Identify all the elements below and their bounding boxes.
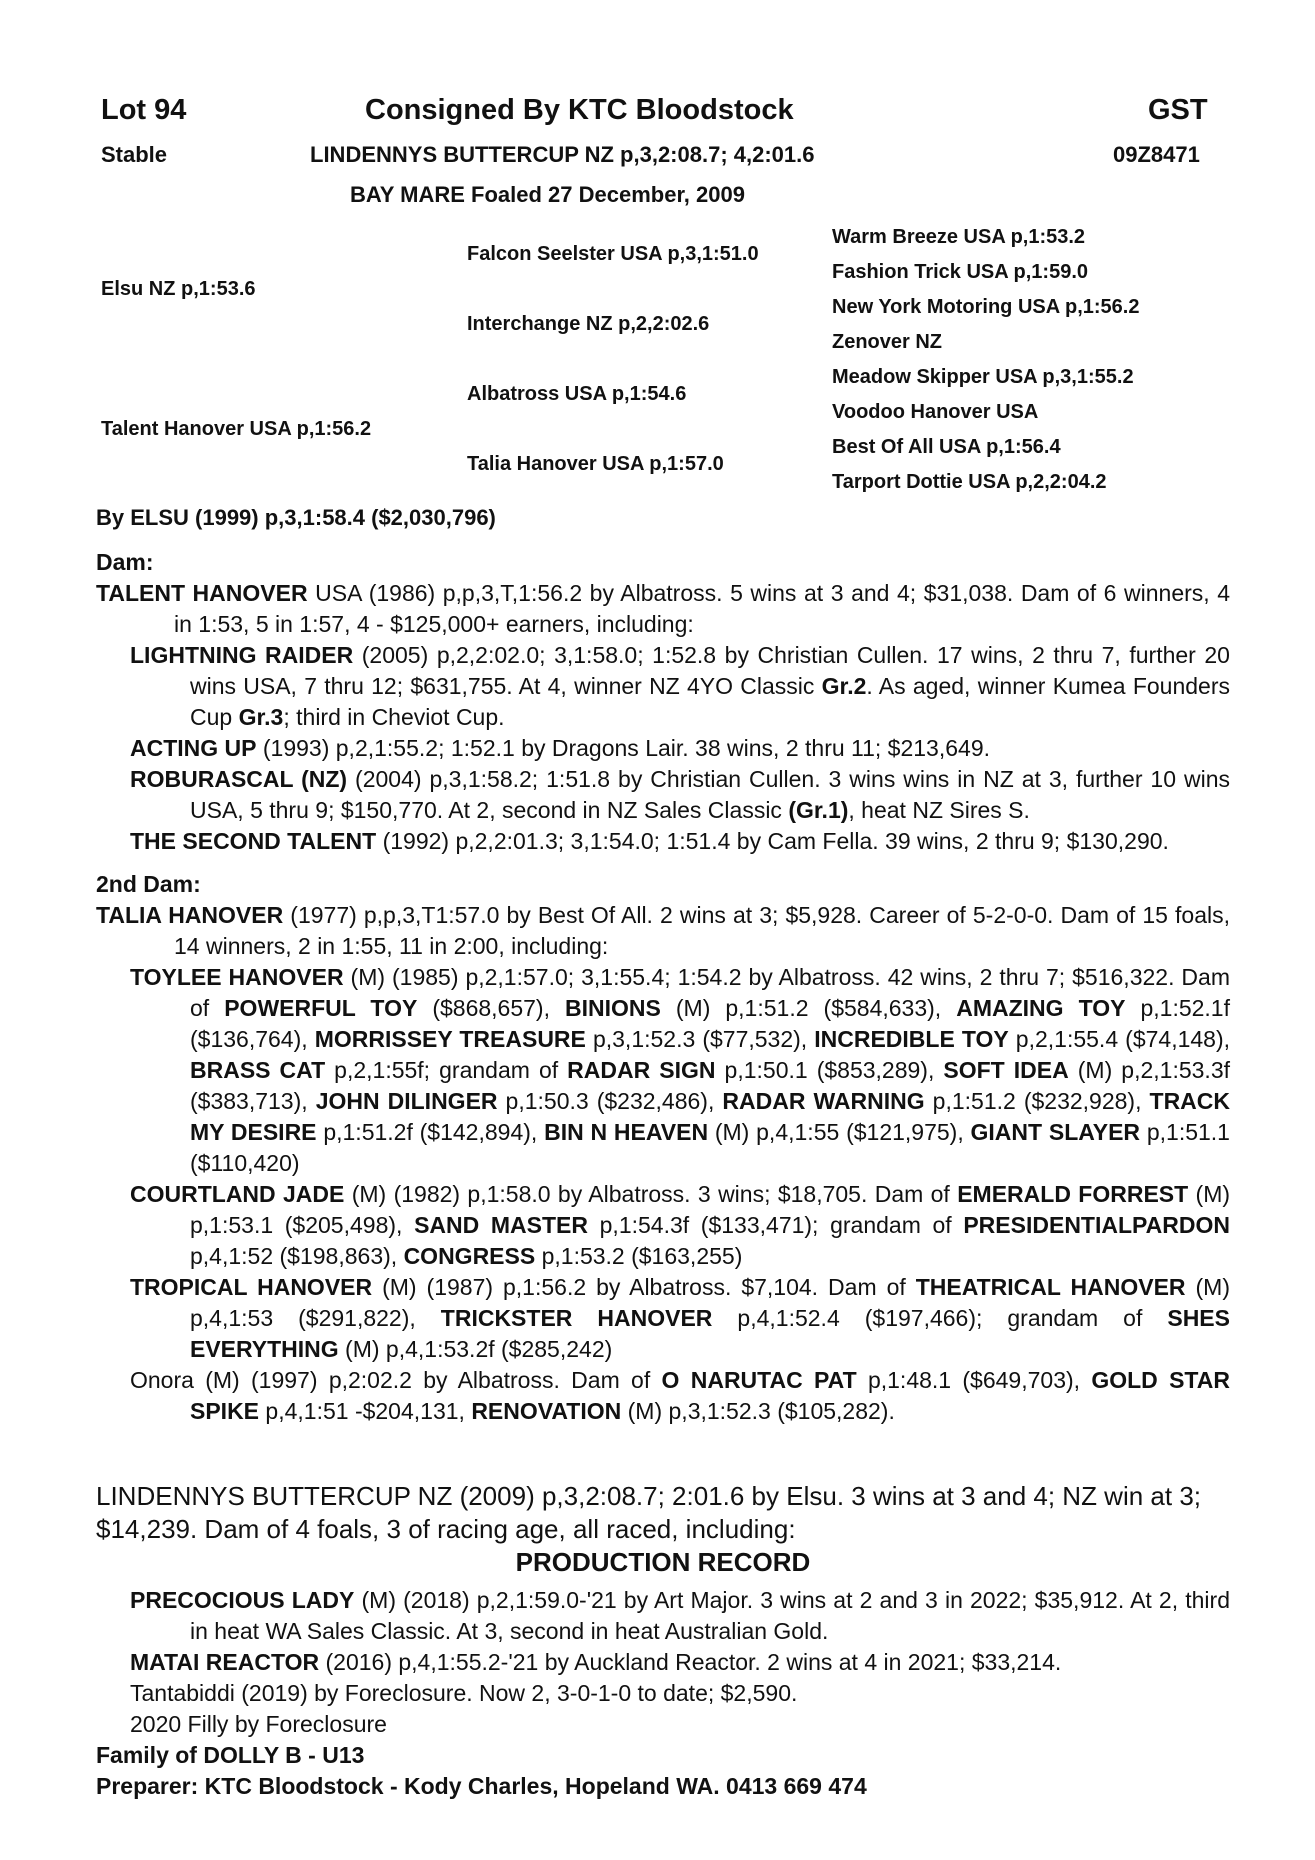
consignor: Consigned By KTC Bloodstock	[365, 94, 794, 126]
pedigree-g2: Talia Hanover USA p,1:57.0	[467, 453, 724, 475]
pedigree-g3: Zenover NZ	[832, 331, 943, 353]
second-dam-entry: TALIA HANOVER (1977) p,p,3,T1:57.0 by Best Of All. 2 wins at 3; $5,928. Career of 5-2-0-0. Dam of 15 foals, 14 winners, 2 in 1:55, 11 in 2:00, including:	[96, 902, 1230, 959]
dam-entry: TALENT HANOVER USA (1986) p,p,3,T,1:56.2 by Albatross. 5 wins at 3 and 4; $31,038. Dam of 6 winners, 4 in 1:53, 5 in 1:57, 4 - $125,000+ earners, including:	[96, 580, 1231, 637]
production-item: PRECOCIOUS LADY (M) (2018) p,2,1:59.0-'21 by Art Major. 3 wins at 2 and 3 in 2022; $35,912. At 2, third in heat WA Sales Classic. At 3, second in heat Australian Gold.	[130, 1587, 1230, 1644]
production-intro: LINDENNYS BUTTERCUP NZ (2009) p,3,2:08.7; 2:01.6 by Elsu. 3 wins at 3 and 4; NZ win at 3; $14,239. Dam of 4 foals, 3 of racing age, all raced, including:	[96, 1481, 1201, 1544]
pedigree-g3: Tarport Dottie USA p,2,2:04.2	[832, 471, 1107, 493]
progeny-entry: Onora (M) (1997) p,2:02.2 by Albatross. Dam of O NARUTAC PAT p,1:48.1 ($649,703), GOLD STAR SPIKE p,4,1:51 -$204,131, RENOVATION (M) p,3,1:52.3 ($105,282).	[130, 1367, 1230, 1424]
pedigree-g3: Meadow Skipper USA p,3,1:55.2	[832, 366, 1134, 388]
production-section	[96, 1480, 1230, 1579]
pedigree-g3: Best Of All USA p,1:56.4	[832, 436, 1061, 458]
pedigree-body	[96, 547, 1230, 1427]
family-line: Family of DOLLY B - U13	[96, 1742, 365, 1768]
second-dam-heading: 2nd Dam:	[96, 871, 201, 897]
sale-code: GST	[1148, 94, 1208, 126]
preparer-line: Preparer: KTC Bloodstock - Kody Charles, Hopeland WA. 0413 669 474	[96, 1773, 867, 1799]
dam-heading: Dam:	[96, 549, 154, 575]
stable-label: Stable	[101, 142, 168, 167]
progeny-entry: ROBURASCAL (NZ) (2004) p,3,1:58.2; 1:51.8 by Christian Cullen. 3 wins wins in NZ at 3, further 10 wins USA, 5 thru 9; $150,770. At 2, second in NZ Sales Classic (Gr.1), heat NZ Sires S.	[130, 766, 1230, 823]
production-item: MATAI REACTOR (2016) p,4,1:55.2-'21 by Auckland Reactor. 2 wins at 4 in 2021; $33,214.	[130, 1649, 1062, 1675]
production-item: 2020 Filly by Foreclosure	[130, 1711, 387, 1737]
production-heading: PRODUCTION RECORD	[515, 1547, 811, 1577]
by-line: By ELSU (1999) p,3,1:58.4 ($2,030,796)	[96, 505, 496, 530]
pedigree-g3: Fashion Trick USA p,1:59.0	[832, 261, 1089, 283]
production-list	[96, 1585, 1230, 1802]
progeny-entry: LIGHTNING RAIDER (2005) p,2,2:02.0; 3,1:58.0; 1:52.8 by Christian Cullen. 17 wins, 2 thru 7, further 20 wins USA, 7 thru 12; $631,755. At 4, winner NZ 4YO Classic Gr.2. As aged, winner Kumea Founders Cup Gr.3; third in Cheviot Cup.	[130, 642, 1230, 730]
pedigree-g2: Albatross USA p,1:54.6	[467, 383, 687, 405]
progeny-entry: ACTING UP (1993) p,2,1:55.2; 1:52.1 by Dragons Lair. 38 wins, 2 thru 11; $213,649.	[130, 735, 991, 761]
pedigree-sire: Elsu NZ p,1:53.6	[101, 278, 256, 300]
production-item: Tantabiddi (2019) by Foreclosure. Now 2, 3-0-1-0 to date; $2,590.	[130, 1680, 798, 1706]
pedigree-g3: Warm Breeze USA p,1:53.2	[832, 226, 1086, 248]
progeny-entry: TOYLEE HANOVER (M) (1985) p,2,1:57.0; 3,1:55.4; 1:54.2 by Albatross. 42 wins, 2 thru 7; $516,322. Dam of POWERFUL TOY ($868,657), BINIONS (M) p,1:51.2 ($584,633), AMAZING TOY p,1:52.1f ($136,764), MORRISSEY TREASURE p,3,1:52.3 ($77,532), INCREDIBLE TOY p,2,1:55.4 ($74,148), BRASS CAT p,2,1:55f; grandam of RADAR SIGN p,1:50.1 ($853,289), SOFT IDEA (M) p,2,1:53.3f ($383,713), JOHN DILINGER p,1:50.3 ($232,486), RADAR WARNING p,1:51.2 ($232,928), TRACK MY DESIRE p,1:51.2f ($142,894), BIN N HEAVEN (M) p,4,1:55 ($121,975), GIANT SLAYER p,1:51.1 ($110,420)	[130, 964, 1231, 1176]
pedigree-g3: Voodoo Hanover USA	[832, 401, 1039, 423]
pedigree-g2: Falcon Seelster USA p,3,1:51.0	[467, 243, 759, 265]
foaled-line: BAY MARE Foaled 27 December, 2009	[350, 182, 745, 207]
pedigree-dam: Talent Hanover USA p,1:56.2	[101, 418, 372, 440]
pedigree-g3: New York Motoring USA p,1:56.2	[832, 296, 1140, 318]
horse-name: LINDENNYS BUTTERCUP NZ p,3,2:08.7; 4,2:01.6	[310, 142, 815, 167]
progeny-entry: COURTLAND JADE (M) (1982) p,1:58.0 by Albatross. 3 wins; $18,705. Dam of EMERALD FORREST (M) p,1:53.1 ($205,498), SAND MASTER p,1:54.3f ($133,471); grandam of PRESIDENTIALPARDON p,4,1:52 ($198,863), CONGRESS p,1:53.2 ($163,255)	[130, 1181, 1231, 1269]
pedigree-g2: Interchange NZ p,2,2:02.6	[467, 313, 710, 335]
progeny-entry: THE SECOND TALENT (1992) p,2,2:01.3; 3,1:54.0; 1:51.4 by Cam Fella. 39 wins, 2 thru 9; $130,290.	[130, 828, 1169, 854]
horse-id: 09Z8471	[1113, 142, 1200, 167]
dam-name: TALENT HANOVER	[96, 580, 308, 606]
progeny-entry: TROPICAL HANOVER (M) (1987) p,1:56.2 by Albatross. $7,104. Dam of THEATRICAL HANOVER (M) p,4,1:53 ($291,822), TRICKSTER HANOVER p,4,1:52.4 ($197,466); grandam of SHES EVERYTHING (M) p,4,1:53.2f ($285,242)	[130, 1274, 1230, 1362]
lot-number: Lot 94	[101, 94, 187, 126]
